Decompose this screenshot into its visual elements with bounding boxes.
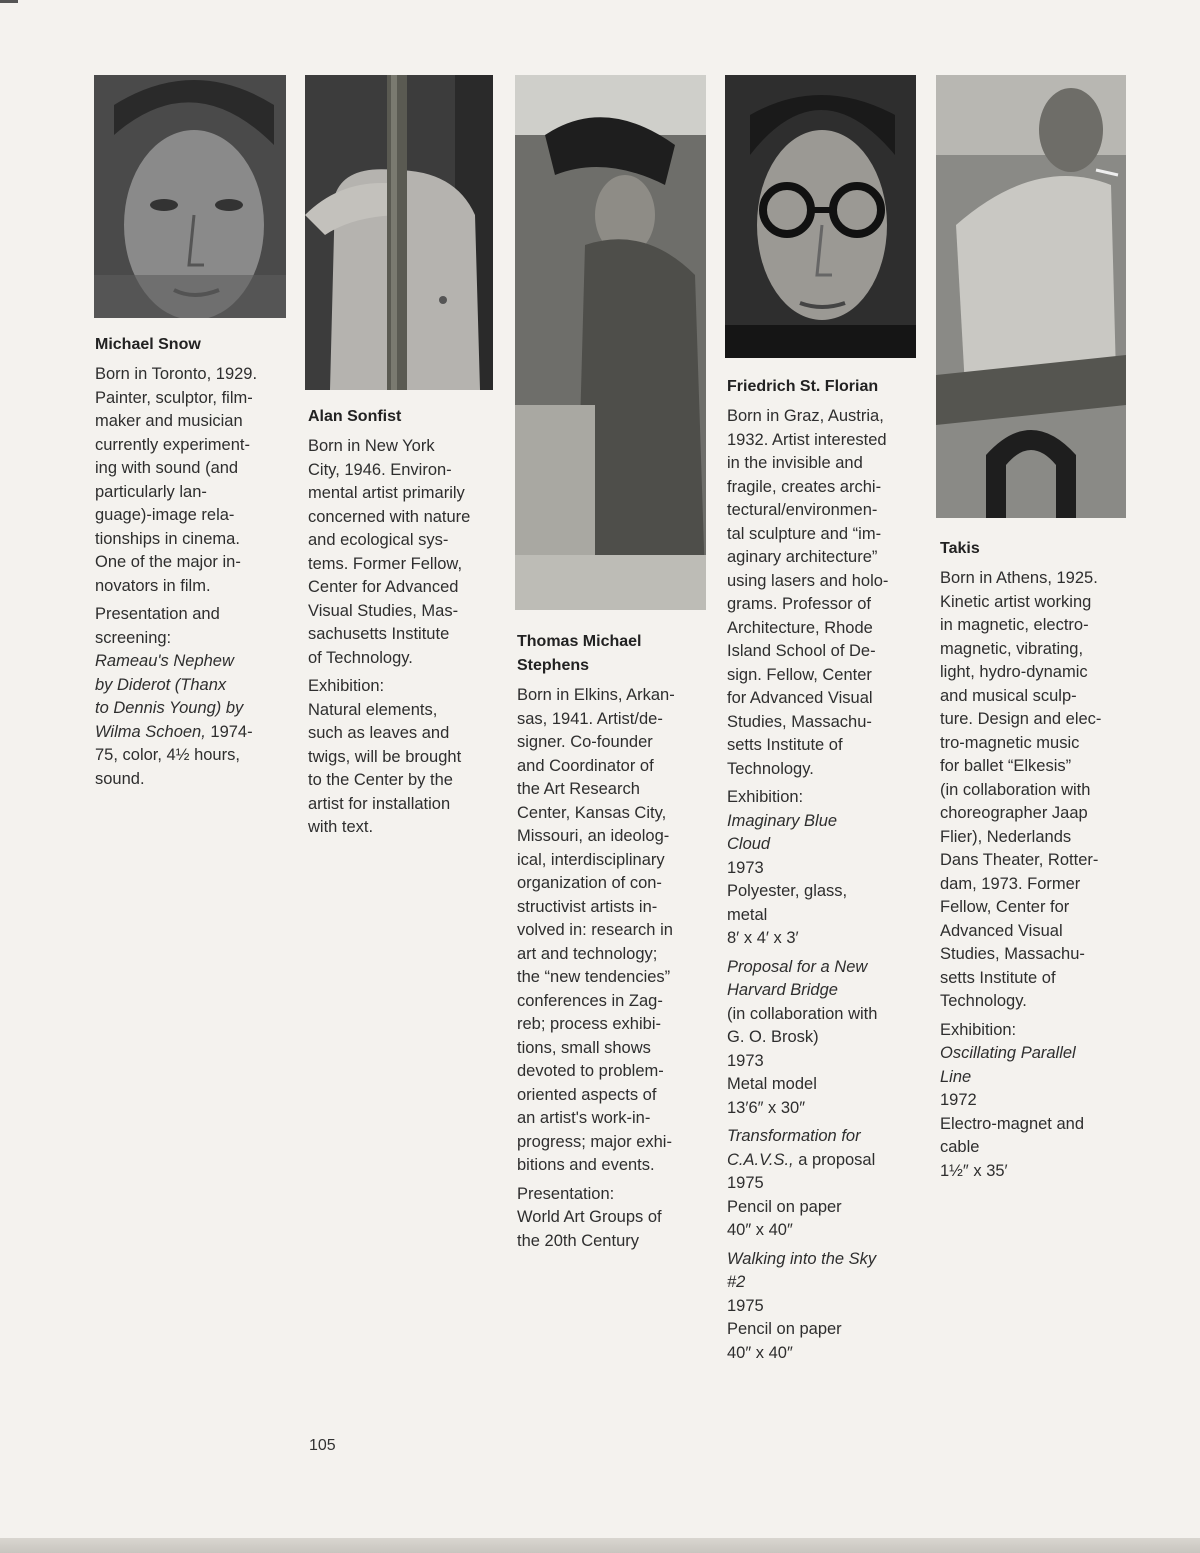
artist-name: Takis xyxy=(940,540,980,557)
work-entry: Rameau's Nephew by Diderot (Thanx to Dennis Young) by Wilma Schoen, 1974- 75, color, 4½ hours, sound. xyxy=(95,652,253,788)
artist-column-alan-sonfist xyxy=(308,405,508,840)
artist-column-michael-snow xyxy=(95,333,295,791)
artist-bio: Born in Elkins, Arkan- sas, 1941. Artist/de- signer. Co-founder and Coordinator of the Art Research Center, Kansas City, Missouri, an ideolog- ical, interdisciplinary organization of con- structivist artists in- volved in: research in art and technology; the “new tendencies” conferences in Zag- reb; process exhibi- tions, small shows devoted to problem- oriented aspects of an artist's work-in- progress; major exhi- bitions and events. xyxy=(517,686,675,1174)
figure-with-tree-photo-icon xyxy=(305,75,493,390)
photo-takis xyxy=(936,75,1126,518)
artist-name: Thomas Michael Stephens xyxy=(517,633,642,674)
works-heading: Presentation: xyxy=(517,1184,615,1203)
work-entry: Natural elements, such as leaves and twigs, will be brought to the Center by the artist for installation with text. xyxy=(308,700,462,836)
work-entry: World Art Groups of the 20th Century xyxy=(517,1208,662,1250)
artist-bio: Born in Toronto, 1929. Painter, sculptor, film- maker and musician currently experiment- ing with sound (and particularly lan- guage)-image rela- tionships in cinema. One of the major in- novators in film. xyxy=(95,365,258,595)
work-entry: Oscillating Parallel Line 1972 Electro-magnet and cable 1½″ x 35′ xyxy=(940,1044,1084,1180)
work-entry: Imaginary Blue Cloud 1973 Polyester, glass, metal 8′ x 4′ x 3′ xyxy=(727,811,848,947)
works-heading: Exhibition: xyxy=(940,1020,1017,1039)
artist-column-takis xyxy=(940,537,1140,1183)
artist-column-friedrich-st-florian xyxy=(727,375,927,1365)
work-entry: Walking into the Sky #2 1975 Pencil on paper 40″ x 40″ xyxy=(727,1249,877,1362)
man-with-glasses-photo-icon xyxy=(725,75,916,358)
works-heading: Exhibition: xyxy=(308,677,385,695)
works-heading: Presentation and screening: xyxy=(95,605,220,647)
corner-crop-mark xyxy=(0,0,18,11)
page-bottom-edge xyxy=(0,1538,1200,1553)
page-number: 105 xyxy=(309,1437,336,1454)
photo-friedrich-st-florian xyxy=(725,75,916,358)
artist-name: Friedrich St. Florian xyxy=(727,378,879,395)
artist-name: Alan Sonfist xyxy=(308,408,402,425)
artist-bio: Born in Graz, Austria, 1932. Artist interested in the invisible and fragile, creates archi- tectural/environmen- tal sculpture and “im- aginary architecture” using lasers and holo- grams. Professor of Architecture, Rhode Island School of De- sign. Fellow, Center for Advanced Visual Studies, Massachu- setts Institute of Technology. xyxy=(727,407,889,778)
photo-alan-sonfist xyxy=(305,75,493,390)
works-heading: Exhibition: xyxy=(727,788,804,806)
artist-bio: Born in New York City, 1946. Environ- mental artist primarily concerned with nature and ecological sys- tems. Former Fellow, Center for Advanced Visual Studies, Mas- sachusetts Institute of Technology. xyxy=(308,437,471,667)
work-entry: Transformation for C.A.V.S., a proposal 1975 Pencil on paper 40″ x 40″ xyxy=(727,1127,876,1239)
portrait-photo-icon xyxy=(94,75,286,318)
artist-bio: Born in Athens, 1925. Kinetic artist working in magnetic, electro- magnetic, vibrating, light, hydro-dynamic and musical sculp- ture. Design and elec- tro-magnetic music for ballet “Elkesis” (in collaboration with choreographer Jaap Flier), Nederlands Dans Theater, Rotter- dam, 1973. Former Fellow, Center for Advanced Visual Studies, Massachu- setts Institute of Technology. xyxy=(940,569,1102,1010)
photo-michael-snow xyxy=(94,75,286,318)
artist-name: Michael Snow xyxy=(95,336,201,353)
man-in-hat-photo-icon xyxy=(515,75,706,610)
man-at-sculpture-photo-icon xyxy=(936,75,1126,518)
work-entry: Proposal for a New Harvard Bridge (in collaboration with G. O. Brosk) 1973 Metal model 13′6″ x 30″ xyxy=(727,957,878,1117)
photo-thomas-michael-stephens xyxy=(515,75,706,610)
artist-column-thomas-michael-stephens xyxy=(517,630,717,1253)
